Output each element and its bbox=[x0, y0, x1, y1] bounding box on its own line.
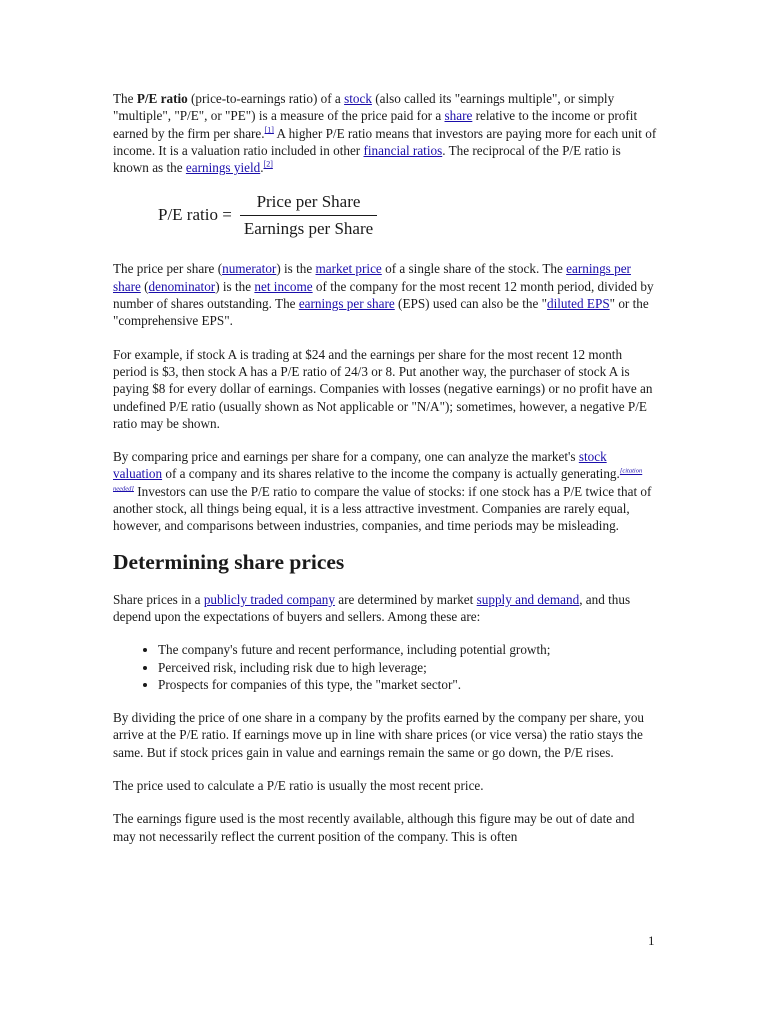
link-financial-ratios[interactable]: financial ratios bbox=[363, 142, 443, 158]
list-item: • Prospects for companies of this type, the "market sector". bbox=[158, 676, 658, 693]
price-per-share-paragraph bbox=[113, 260, 658, 329]
link-share[interactable]: share bbox=[444, 108, 473, 124]
link-earnings-per-share-2[interactable]: earnings per share bbox=[298, 296, 395, 312]
section-heading: Determining share prices bbox=[113, 549, 345, 574]
citation-needed-link[interactable]: [citation needed] bbox=[113, 468, 643, 493]
earnings-figure-paragraph: The earnings figure used is the most recently available, although this figure may be out of date and may not necessarily reflect the current position of the company. This is often bbox=[113, 811, 635, 844]
list-item: • Perceived risk, including risk due to high leverage; bbox=[158, 659, 658, 676]
text: ( bbox=[140, 278, 149, 294]
article-body bbox=[113, 90, 658, 845]
formula-fraction bbox=[240, 192, 377, 239]
factors-list bbox=[113, 641, 658, 693]
link-supply-and-demand[interactable]: supply and demand bbox=[476, 591, 580, 607]
link-denominator[interactable]: denominator bbox=[148, 278, 216, 294]
price-used-paragraph: The price used to calculate a P/E ratio is usually the most recent price. bbox=[113, 778, 484, 794]
reference-2[interactable]: [2] bbox=[263, 159, 273, 169]
link-earnings-per-share[interactable]: earnings per share bbox=[113, 261, 631, 294]
link-earnings-yield[interactable]: earnings yield bbox=[185, 160, 261, 176]
link-net-income[interactable]: net income bbox=[254, 278, 313, 294]
pe-formula bbox=[113, 186, 658, 244]
link-publicly-traded-company[interactable]: publicly traded company bbox=[203, 591, 335, 607]
text: (price-to-earnings ratio) of a bbox=[187, 91, 345, 106]
list-item: • The company's future and recent performance, including potential growth; bbox=[158, 641, 658, 658]
text: . The reciprocal of the P/E ratio is known as the bbox=[113, 142, 621, 176]
reference-1[interactable]: [1] bbox=[264, 125, 274, 135]
text: Investors can use the P/E ratio to compare the value of stocks: if one stock has a P/E twice that of another stock, all things being equal, it is a less attractive investment. Companies are rarely equal, however, and comparisons between industries, companies, and time periods may be misleading. bbox=[113, 483, 652, 534]
link-market-price[interactable]: market price bbox=[315, 261, 382, 277]
text: Share prices in a bbox=[113, 591, 204, 607]
text: ) is the bbox=[276, 261, 316, 277]
text: By comparing price and earnings per share for a company, one can analyze the market's bbox=[113, 449, 579, 465]
formula-denominator: Earnings per Share bbox=[243, 218, 374, 238]
link-numerator[interactable]: numerator bbox=[222, 261, 277, 277]
comparison-paragraph bbox=[113, 448, 658, 534]
example-paragraph: For example, if stock A is trading at $24 and the earnings per share for the most recent 12 month period is $3, then stock A has a P/E ratio of 24/3 or 8. Put another way, the purchaser of stock A is paying $8 for every dollar of earnings. Companies with losses (negative earnings) or no profit have an undefined P/E ratio (usually shown as Not applicable or "N/A"); sometimes, however, a negative P/E ratio may be shown. bbox=[113, 346, 653, 431]
term-pe-ratio: P/E ratio bbox=[136, 91, 188, 106]
link-stock[interactable]: stock bbox=[344, 91, 372, 106]
page-number: 1 bbox=[648, 933, 655, 948]
text: of the company for the most recent 12 month period, divided by number of shares outstanding. The bbox=[113, 278, 654, 312]
text: (EPS) used can also be the " bbox=[394, 296, 547, 312]
text: are determined by market bbox=[334, 591, 477, 607]
link-diluted-eps[interactable]: diluted EPS bbox=[547, 296, 610, 312]
text: " or the "comprehensive EPS". bbox=[113, 296, 649, 329]
share-prices-paragraph bbox=[113, 591, 658, 626]
text: relative to the income or profit earned by the firm per share. bbox=[113, 108, 638, 141]
formula-numerator: Price per Share bbox=[256, 191, 361, 211]
intro-paragraph bbox=[113, 90, 658, 176]
text: ) is the bbox=[215, 278, 255, 294]
text: The bbox=[113, 91, 137, 106]
link-stock-valuation[interactable]: stock valuation bbox=[113, 449, 607, 482]
text: A higher P/E ratio means that investors are paying more for each unit of income. It is a valuation ratio included in other bbox=[113, 125, 657, 158]
text: of a company and its shares relative to the income the company is actually generating. bbox=[162, 466, 620, 482]
dividing-paragraph: By dividing the price of one share in a company by the profits earned by the company per share, you arrive at the P/E ratio. If earnings move up in line with share prices (or vice versa) the ratio stays the same. But if stock prices gain in value and earnings remain the same or go down, the P/E rises. bbox=[113, 710, 645, 760]
text: . bbox=[260, 160, 264, 176]
formula-lhs: P/E ratio = bbox=[158, 205, 232, 225]
text: The price per share ( bbox=[113, 261, 223, 277]
text: (also called its "earnings multiple", or simply "multiple", "P/E", or "PE") is a measure of the price paid for a bbox=[113, 91, 615, 124]
text: , and thus depend upon the expectations of buyers and sellers. Among these are: bbox=[113, 591, 631, 624]
text: of a single share of the stock. The bbox=[381, 261, 567, 277]
